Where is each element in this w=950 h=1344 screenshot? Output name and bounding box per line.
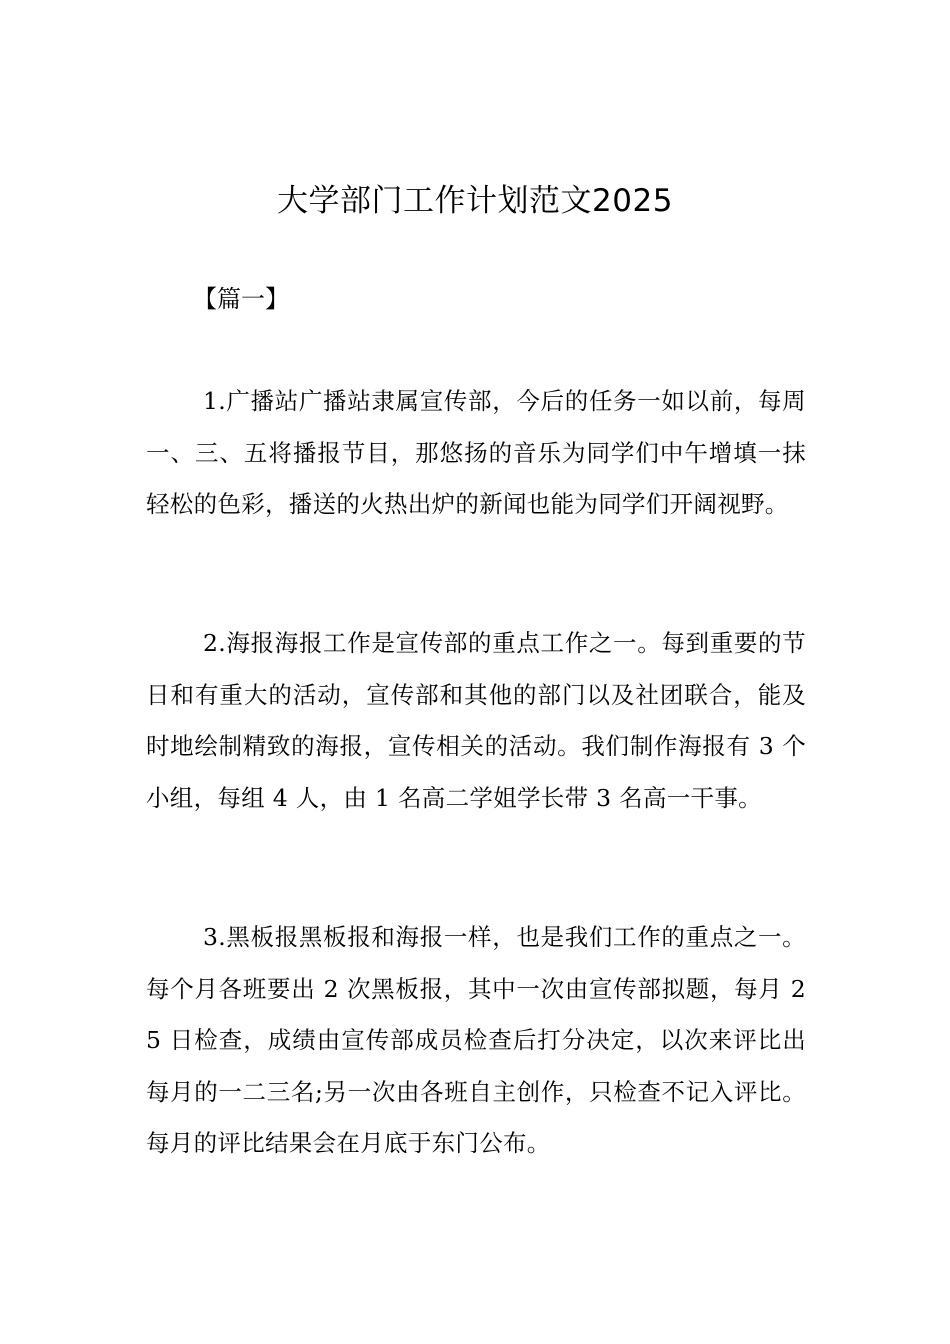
paragraph-blackboard: 3.黑板报黑板报和海报一样，也是我们工作的重点之一。每个月各班要出 2 次黑板报，其中一次由宣传部拟题，每月 25 日检查，成绩由宣传部成员检查后打分决定，以次来评比出每月的一二三名;另一次由各班自主创作，只检查不记入评比。每月的评比结果会在月底于东门公布。	[146, 923, 806, 1157]
paragraph-poster: 2.海报海报工作是宣传部的重点工作之一。每到重要的节日和有重大的活动，宣传部和其他的部门以及社团联合，能及时地绘制精致的海报，宣传相关的活动。我们制作海报有 3 个小组，每组 4 人，由 1 名高二学姐学长带 3 名高一干事。	[146, 629, 806, 812]
page-title: 大学部门工作计划范文2025	[277, 183, 673, 219]
paragraph-broadcast-station: 1.广播站广播站隶属宣传部，今后的任务一如以前，每周一、三、五将播报节目，那悠扬的音乐为同学们中午增填一抹轻松的色彩，播送的火热出炉的新闻也能为同学们开阔视野。	[146, 387, 806, 518]
section-label: 【篇一】	[193, 285, 289, 313]
